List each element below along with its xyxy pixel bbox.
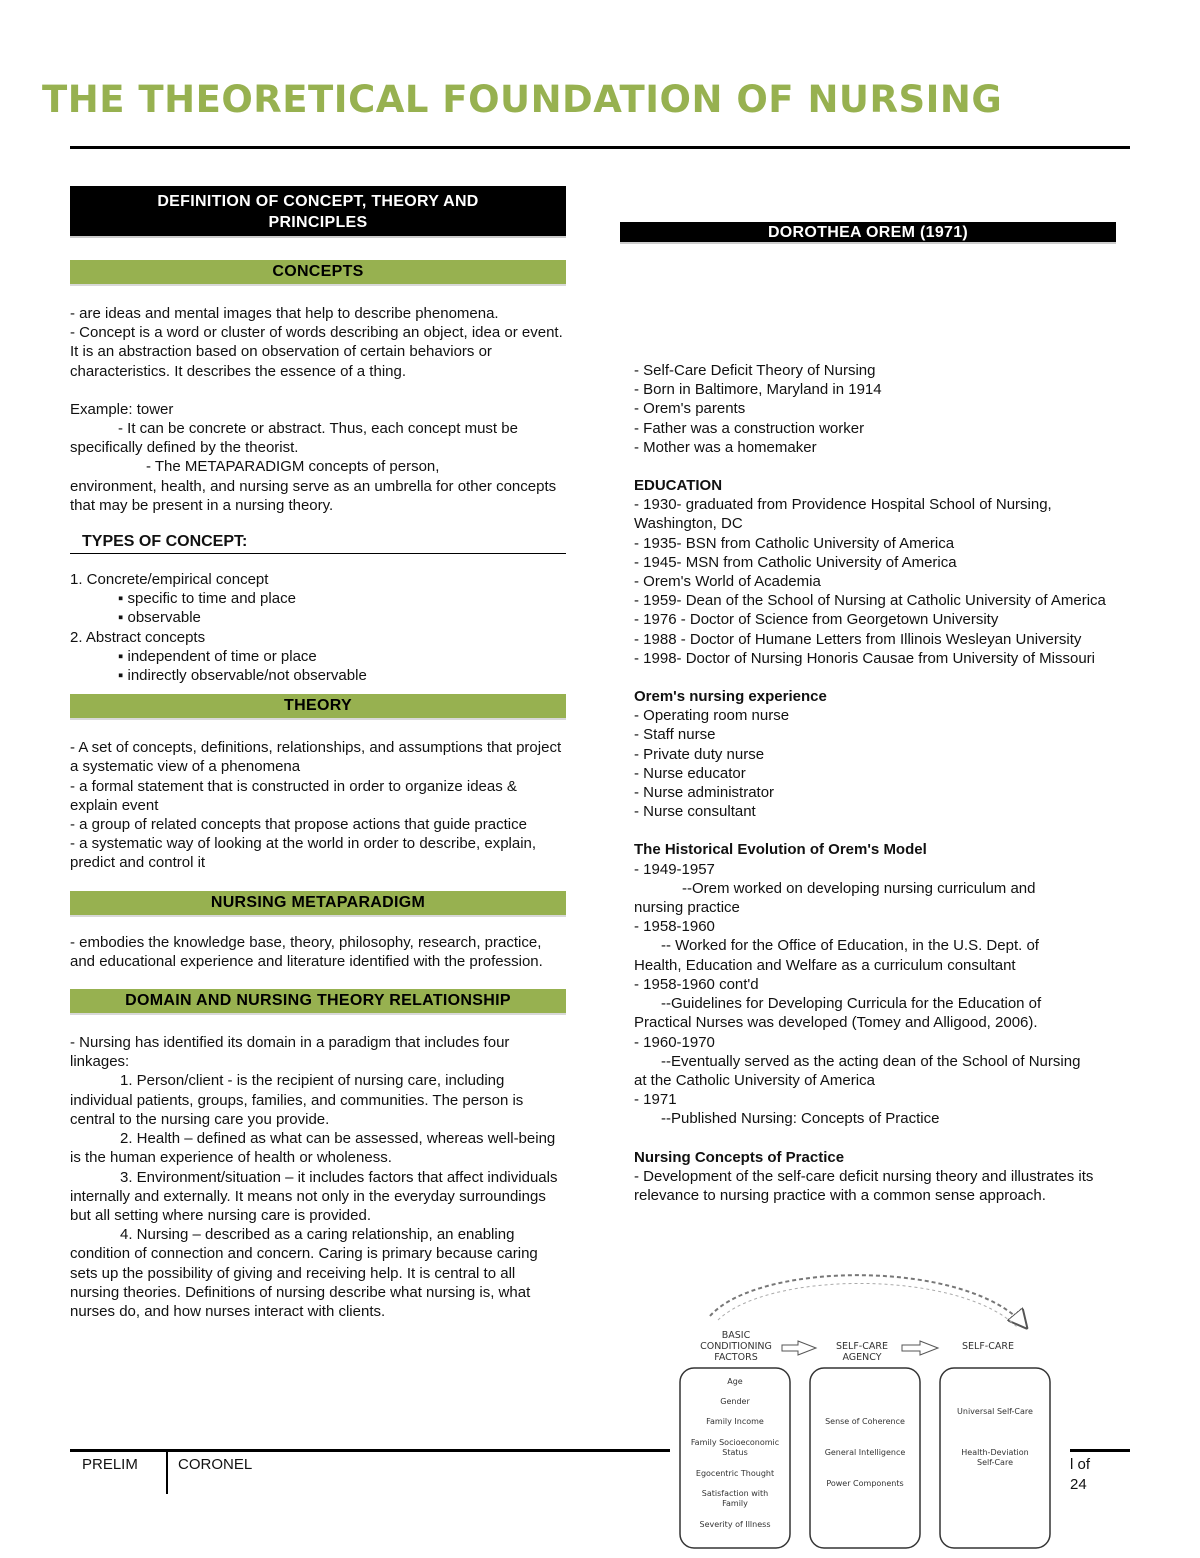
edu-line-8: - 1998- Doctor of Nursing Honoris Causae from University of Missouri [634,649,1095,667]
hist-3-b: Practical Nurses was developed (Tomey and Alligood, 2006). [634,1014,1038,1032]
col2-item-3: Power Components [826,1479,904,1488]
col3-item-2: Health-Deviation [961,1448,1029,1457]
footer-right-1: l of [1070,1456,1091,1473]
bio-line-3: - Orem's parents [634,400,746,418]
hist-1-b: nursing practice [634,899,740,917]
hist-5-a: --Published Nursing: Concepts of Practice [661,1110,940,1128]
bio-line-5: - Mother was a homemaker [634,438,817,456]
col1-item-6: Egocentric Thought [695,1469,775,1478]
footer-middle: CORONEL [178,1456,253,1473]
definition-header-text: DEFINITION OF CONCEPT, THEORY AND PRINCIPLES [157,193,479,231]
footer-right-2: 24 [1070,1476,1087,1493]
hist-3: - 1958-1960 cont'd [634,975,759,993]
type-2-b: ▪ indirectly observable/not observable [118,667,367,685]
col1-title-3: FACTORS [714,1352,758,1363]
experience-header: Orem's nursing experience [634,688,827,706]
concepts-line-1: - are ideas and mental images that help to describe phenomena. [70,305,499,322]
example-line-1b: specifically defined by the theorist. [70,439,299,457]
col1-item-4: Family Socioeconomic [690,1438,780,1447]
bio-line-4: - Father was a construction worker [634,419,865,437]
col2-box [810,1368,920,1548]
hist-4-a: --Eventually served as the acting dean of the School of Nursing [661,1052,1081,1070]
col2-title-2: AGENCY [842,1352,882,1363]
col3-item-3: Self-Care [976,1458,1014,1467]
exp-line-2: - Staff nurse [634,726,716,744]
domain-header: DOMAIN AND NURSING THEORY RELATIONSHIP [70,989,566,1015]
hist-1-a: --Orem worked on developing nursing curriculum and [682,879,1036,897]
orem-diagram-svg [670,1268,1070,1553]
example-label: Example: tower [70,400,174,418]
exp-line-3: - Private duty nurse [634,745,765,763]
example-line-2b: environment, health, and nursing serve as an umbrella for other concepts that may be present in a nursing theory. [70,477,557,514]
footer-divider [166,1452,168,1494]
col1-title-2: CONDITIONING [700,1341,772,1352]
concepts-header: CONCEPTS [70,260,566,286]
bio-line-1: - Self-Care Deficit Theory of Nursing [634,362,876,379]
hist-5: - 1971 [634,1091,677,1109]
col1-item-9: Severity of Illness [699,1520,771,1529]
col2-title-1: SELF-CARE [836,1341,888,1352]
footer-right [1070,1455,1090,1495]
bio-line-2: - Born in Baltimore, Maryland in 1914 [634,381,882,399]
edu-line-7: - 1988 - Doctor of Humane Letters from Illinois Wesleyan University [634,630,1082,648]
exp-line-6: - Nurse consultant [634,803,756,821]
definition-header [70,186,566,238]
type-2-a: ▪ independent of time or place [118,647,317,665]
left-column [70,186,566,1321]
metaparadigm-text: - embodies the knowledge base, theory, philosophy, research, practice, and educational experience and literature identified with the profession. [70,933,543,970]
ncp-text: - Development of the self-care deficit nursing theory and illustrates its relevance to nursing practice with a common sense approach. [634,1167,1094,1204]
exp-line-1: - Operating room nurse [634,707,790,725]
domain-intro: - Nursing has identified its domain in a paradigm that includes four linkages: [70,1034,510,1071]
hist-2: - 1958-1960 [634,918,715,936]
type-1: 1. Concrete/empirical concept [70,571,269,589]
orem-header: DOROTHEA OREM (1971) [620,222,1116,244]
edu-line-3: - 1945- MSN from Catholic University of America [634,553,957,571]
curved-arrow-inner [718,1283,1018,1328]
domain-item-2: 2. Health – defined as what can be assessed, whereas well-being is the human experience of health or wholeness. [70,1130,556,1167]
arrow-1 [782,1341,816,1355]
domain-item-4: 4. Nursing – described as a caring relationship, an enabling condition of connection and concern. Caring is primary because caring sets up the possibility of giving and receiving help. It is central to all nursing theories. Definitions of nursing describe what nursing is, what nurses do, and how nurses interact with clients. [70,1226,538,1320]
col2-item-2: General Intelligence [824,1448,906,1457]
theory-line-4: - a systematic way of looking at the world in order to describe, explain, predict and control it [70,835,537,872]
edu-line-4: - Orem's World of Academia [634,573,821,591]
edu-line-5: - 1959- Dean of the School of Nursing at Catholic University of America [634,592,1106,610]
hist-3-a: --Guidelines for Developing Curricula for the Education of [661,995,1042,1013]
curved-arrow [710,1275,1025,1326]
ncp-header: Nursing Concepts of Practice [634,1148,845,1166]
col1-item-7: Satisfaction with [701,1489,769,1498]
hist-1: - 1949-1957 [634,860,715,878]
type-1-a: ▪ specific to time and place [118,590,296,608]
theory-line-2: - a formal statement that is constructed in order to organize ideas & explain event [70,777,517,814]
theory-header: THEORY [70,694,566,720]
exp-line-4: - Nurse educator [634,764,746,782]
domain-item-3: 3. Environment/situation – it includes factors that affect individuals internally and externally. It means not only in the everyday surroundings but all setting where nursing care is provided. [70,1168,558,1224]
edu-line-6: - 1976 - Doctor of Science from Georgetown University [634,611,999,629]
history-header: The Historical Evolution of Orem's Model [634,841,927,859]
type-2: 2. Abstract concepts [70,628,206,646]
hist-2-a: -- Worked for the Office of Education, in the U.S. Dept. of [661,937,1039,955]
example-line-2: - The METAPARADIGM concepts of person, [146,458,440,476]
education-header: EDUCATION [634,477,723,495]
types-header: TYPES OF CONCEPT: [70,531,566,554]
domain-item-1: 1. Person/client - is the recipient of nursing care, including individual patients, groups, families, and communities. The person is central to the nursing care you provide. [70,1072,524,1128]
col1-item-5: Status [722,1448,748,1457]
arrow-2 [902,1341,938,1355]
page-title: THE THEORETICAL FOUNDATION OF NURSING [42,78,1003,121]
concepts-line-2: - Concept is a word or cluster of words describing an object, idea or event. It is an abstraction based on observation of certain behaviors or characteristics. It describes the essence of a thing. [70,324,563,380]
exp-line-5: - Nurse administrator [634,784,775,802]
hist-4: - 1960-1970 [634,1033,715,1051]
title-rule [70,146,1130,149]
col2-item-1: Sense of Coherence [825,1417,905,1426]
type-1-b: ▪ observable [118,609,201,627]
theory-line-3: - a group of related concepts that propose actions that guide practice [70,816,527,834]
col1-item-2: Gender [720,1397,750,1406]
example-line-1: - It can be concrete or abstract. Thus, each concept must be [118,420,518,438]
col3-item-1: Universal Self-Care [957,1407,1033,1416]
hist-2-b: Health, Education and Welfare as a curriculum consultant [634,956,1016,974]
orem-model-diagram [670,1268,1070,1553]
metaparadigm-header: NURSING METAPARADIGM [70,891,566,917]
col1-title-1: BASIC [721,1330,751,1341]
col3-title: SELF-CARE [962,1341,1014,1352]
edu-line-2: - 1935- BSN from Catholic University of America [634,534,955,552]
footer-left: PRELIM [82,1456,138,1473]
edu-line-1: - 1930- graduated from Providence Hospital School of Nursing, Washington, DC [634,496,1052,533]
hist-4-b: at the Catholic University of America [634,1071,875,1089]
col1-item-1: Age [727,1377,743,1386]
col1-item-3: Family Income [706,1417,764,1426]
theory-line-1: - A set of concepts, definitions, relationships, and assumptions that project a systematic view of a phenomena [70,739,562,776]
col1-item-8: Family [722,1499,748,1508]
